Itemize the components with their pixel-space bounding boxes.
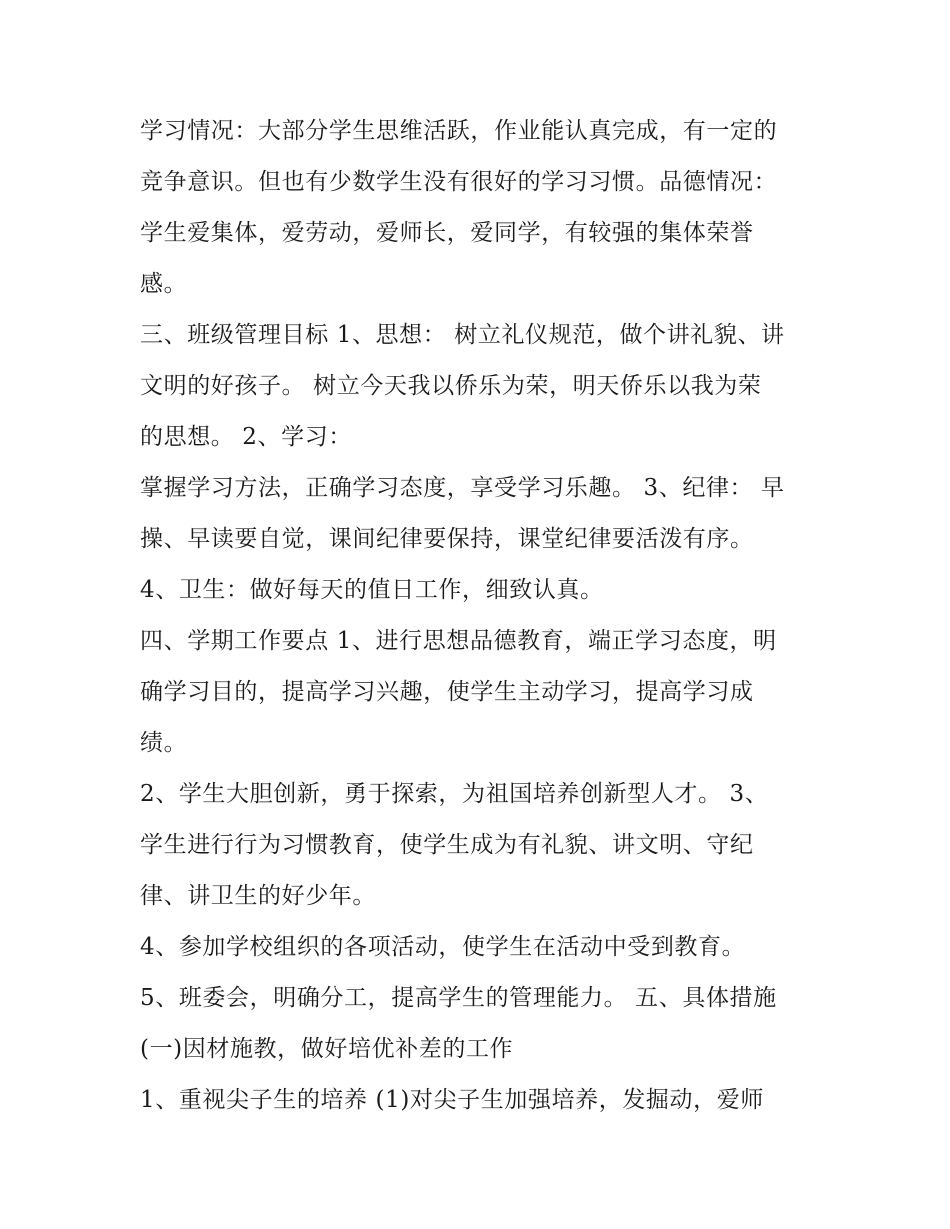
text-line: 操、早读要自觉，课间纪律要保持，课堂纪律要活泼有序。 (140, 526, 754, 552)
text-line: 绩。 (140, 730, 188, 756)
text-line: 5、班委会，明确分工，提高学生的管理能力。 五、具体措施 (140, 985, 777, 1011)
text-line: 四、学期工作要点 1、进行思想品德教育，端正学习态度，明 (140, 628, 777, 654)
text-line: 学生进行行为习惯教育，使学生成为有礼貌、讲文明、守纪 (140, 832, 754, 858)
text-line: 竞争意识。但也有少数学生没有很好的学习习惯。品德情况： (140, 169, 778, 195)
text-line: 学习情况：大部分学生思维活跃，作业能认真完成，有一定的 (140, 118, 778, 144)
text-line: 律、讲卫生的好少年。 (140, 883, 376, 909)
text-line: 2、学生大胆创新，勇于探索，为祖国培养创新型人才。 3、 (140, 781, 769, 807)
text-line: 确学习目的，提高学习兴趣，使学生主动学习，提高学习成 (140, 679, 754, 705)
document-body (140, 106, 820, 1126)
text-line: 4、参加学校组织的各项活动，使学生在活动中受到教育。 (140, 934, 746, 960)
text-line: 的思想。 2、学习： (140, 424, 352, 450)
text-line: 4、卫生：做好每天的值日工作，细致认真。 (140, 577, 604, 603)
text-line: 文明的好孩子。 树立今天我以侨乐为荣，明天侨乐以我为荣 (140, 373, 762, 399)
text-line: 1、重视尖子生的培养 (1)对尖子生加强培养，发掘动，爱师 (140, 1087, 764, 1113)
text-line: 感。 (140, 271, 188, 297)
text-line: 学生爱集体，爱劳动，爱师长，爱同学，有较强的集体荣誉 (140, 220, 754, 246)
text-line: 掌握学习方法，正确学习态度，享受学习乐趣。 3、纪律： 早 (140, 475, 785, 501)
text-line: (一)因材施教，做好培优补差的工作 (140, 1036, 514, 1062)
text-line: 三、班级管理目标 1、思想： 树立礼仪规范，做个讲礼貌、讲 (140, 322, 785, 348)
